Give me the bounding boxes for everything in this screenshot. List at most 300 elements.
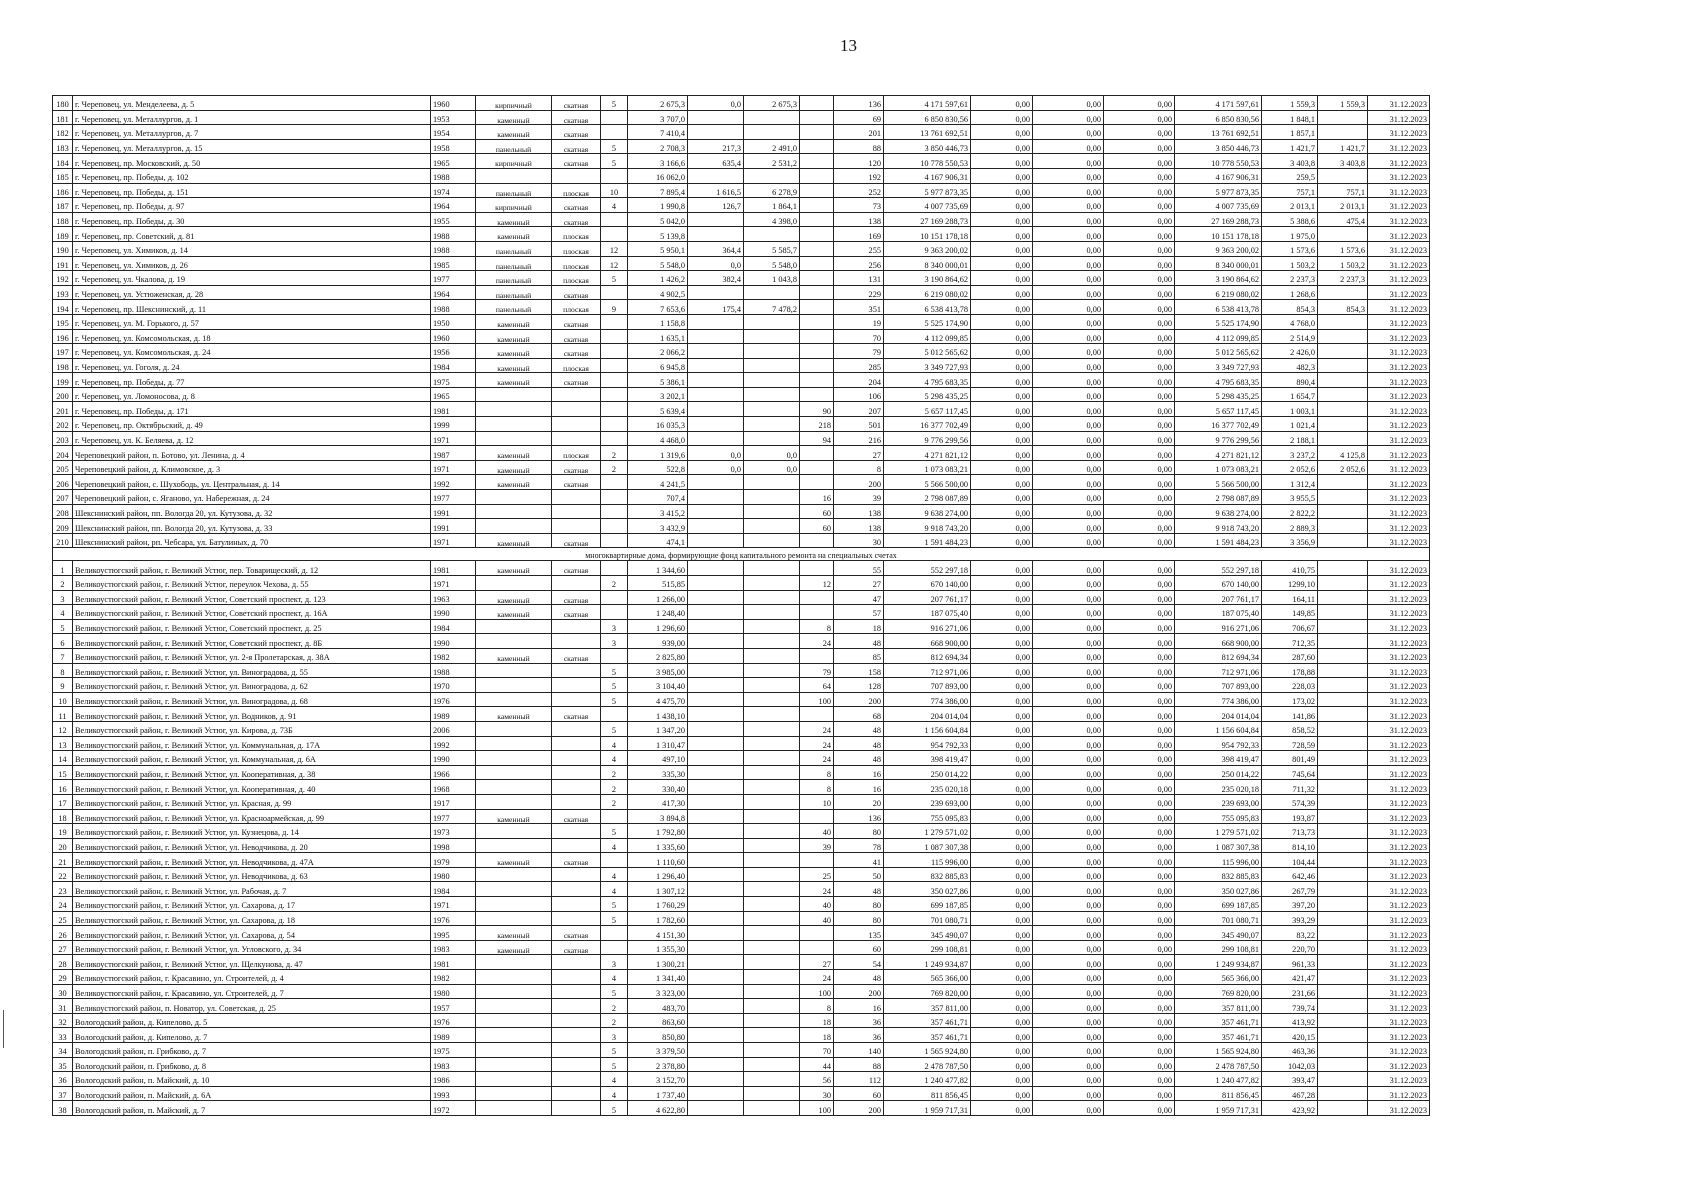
cost-regional-cell: 0,00 [1033,663,1104,678]
year-built-cell: 1972 [431,1101,476,1116]
table-row [53,590,1430,605]
cost-local-cell: 0,00 [1104,1043,1175,1058]
floors-cell [601,212,628,227]
year-built-cell: 1987 [431,446,476,461]
nonres-area-cell [688,867,744,882]
row-number-cell: 16 [53,780,73,795]
deadline-date-cell: 31.12.2023 [1368,634,1430,649]
cost-per-sqm-cell: 1 857,1 [1262,125,1318,140]
cost-limit-cell [1318,663,1368,678]
cost-owners-cell: 8 340 000,01 [1175,256,1262,271]
roof-type-cell: плоская [552,256,601,271]
row-number-cell: 192 [53,271,73,286]
total-area-cell: 3 432,9 [628,519,688,534]
year-built-cell: 1964 [431,198,476,213]
cost-regional-cell: 0,00 [1033,125,1104,140]
floors-cell [601,926,628,941]
cost-owners-cell: 187 075,40 [1175,605,1262,620]
total-area-cell: 1 355,30 [628,940,688,955]
floors-cell: 3 [601,955,628,970]
cost-regional-cell: 0,00 [1033,765,1104,780]
flats-cell [800,241,834,256]
res-area-cell [744,519,800,534]
roof-type-cell: плоская [552,358,601,373]
address-cell: Великоустюгский район, г. Великий Устюг, ул. Сахарова, д. 18 [73,911,431,926]
roof-type-cell: плоская [552,241,601,256]
cost-local-cell: 0,00 [1104,96,1175,111]
total-cost-cell: 9 776 299,56 [884,431,971,446]
row-number-cell: 1 [53,561,73,576]
flats-cell: 16 [800,490,834,505]
deadline-date-cell: 31.12.2023 [1368,736,1430,751]
residents-cell: 19 [834,314,884,329]
cost-limit-cell [1318,561,1368,576]
wall-material-cell [476,387,552,402]
table-row [53,1072,1430,1087]
floors-cell [601,168,628,183]
res-area-cell [744,605,800,620]
flats-cell [800,300,834,315]
row-number-cell: 20 [53,838,73,853]
residents-cell: 200 [834,984,884,999]
flats-cell [800,853,834,868]
residents-cell: 255 [834,241,884,256]
cost-federal-cell: 0,00 [971,183,1033,198]
cost-owners-cell: 239 693,00 [1175,794,1262,809]
nonres-area-cell [688,504,744,519]
cost-local-cell: 0,00 [1104,911,1175,926]
residents-cell: 48 [834,882,884,897]
address-cell: Великоустюгский район, г. Великий Устюг, ул. Неводчикова, д. 47А [73,853,431,868]
wall-material-cell: панельный [476,256,552,271]
deadline-date-cell: 31.12.2023 [1368,329,1430,344]
cost-owners-cell: 4 795 683,35 [1175,373,1262,388]
cost-per-sqm-cell: 858,52 [1262,721,1318,736]
roof-type-cell [552,504,601,519]
total-cost-cell: 701 080,71 [884,911,971,926]
flats-cell: 100 [800,1101,834,1116]
total-cost-cell: 6 538 413,78 [884,300,971,315]
cost-per-sqm-cell: 420,15 [1262,1028,1318,1043]
table-row [53,387,1430,402]
total-area-cell: 1 760,29 [628,897,688,912]
cost-per-sqm-cell: 1 312,4 [1262,475,1318,490]
flats-cell: 24 [800,721,834,736]
cost-local-cell: 0,00 [1104,300,1175,315]
deadline-date-cell: 31.12.2023 [1368,561,1430,576]
deadline-date-cell: 31.12.2023 [1368,882,1430,897]
cost-regional-cell: 0,00 [1033,344,1104,359]
cost-federal-cell: 0,00 [971,590,1033,605]
cost-limit-cell [1318,576,1368,591]
total-cost-cell: 4 271 821,12 [884,446,971,461]
cost-federal-cell: 0,00 [971,125,1033,140]
cost-per-sqm-cell: 5 388,6 [1262,212,1318,227]
cost-local-cell: 0,00 [1104,212,1175,227]
residents-cell: 80 [834,911,884,926]
table-row [53,519,1430,534]
cost-local-cell: 0,00 [1104,867,1175,882]
residents-cell: 158 [834,663,884,678]
cost-regional-cell: 0,00 [1033,1072,1104,1087]
address-cell: Вологодский район, п. Майский, д. 10 [73,1072,431,1087]
nonres-area-cell [688,897,744,912]
floors-cell [601,329,628,344]
nonres-area-cell [688,619,744,634]
table-row [53,402,1430,417]
total-cost-cell: 16 377 702,49 [884,417,971,432]
cost-regional-cell: 0,00 [1033,417,1104,432]
flats-cell [800,110,834,125]
cost-local-cell: 0,00 [1104,1101,1175,1116]
year-built-cell: 1989 [431,1028,476,1043]
roof-type-cell [552,999,601,1014]
cost-per-sqm-cell: 2 052,6 [1262,460,1318,475]
row-number-cell: 186 [53,183,73,198]
wall-material-cell: каменный [476,561,552,576]
cost-local-cell: 0,00 [1104,678,1175,693]
cost-owners-cell: 204 014,04 [1175,707,1262,722]
address-cell: Великоустюгский район, г. Великий Устюг, ул. Щелкунова, д. 47 [73,955,431,970]
res-area-cell: 1 043,8 [744,271,800,286]
total-area-cell: 4 241,5 [628,475,688,490]
cost-limit-cell [1318,999,1368,1014]
address-cell: Череповецкий район, п. Ботово, ул. Ленина, д. 4 [73,446,431,461]
address-cell: Великоустюгский район, г. Великий Устюг, переулок Чехова, д. 55 [73,576,431,591]
year-built-cell: 1981 [431,561,476,576]
deadline-date-cell: 31.12.2023 [1368,387,1430,402]
total-area-cell: 5 548,0 [628,256,688,271]
roof-type-cell: скатная [552,533,601,548]
total-cost-cell: 769 820,00 [884,984,971,999]
cost-regional-cell: 0,00 [1033,838,1104,853]
floors-cell: 5 [601,1101,628,1116]
residents-cell: 131 [834,271,884,286]
year-built-cell: 1986 [431,1072,476,1087]
address-cell: г. Череповец, пр. Шекснинский, д. 11 [73,300,431,315]
cost-local-cell: 0,00 [1104,619,1175,634]
res-area-cell [744,576,800,591]
residents-cell: 27 [834,446,884,461]
cost-limit-cell [1318,838,1368,853]
address-cell: Великоустюгский район, г. Великий Устюг, ул. Кооперативная, д. 40 [73,780,431,795]
table-row [53,721,1430,736]
nonres-area-cell [688,125,744,140]
res-area-cell [744,692,800,707]
cost-regional-cell: 0,00 [1033,648,1104,663]
flats-cell [800,373,834,388]
res-area-cell [744,751,800,766]
cost-regional-cell: 0,00 [1033,576,1104,591]
res-area-cell: 0,0 [744,446,800,461]
table-row [53,692,1430,707]
wall-material-cell [476,867,552,882]
nonres-area-cell [688,911,744,926]
deadline-date-cell: 31.12.2023 [1368,1086,1430,1101]
cost-local-cell: 0,00 [1104,663,1175,678]
roof-type-cell [552,721,601,736]
row-number-cell: 180 [53,96,73,111]
table-row [53,824,1430,839]
cost-per-sqm-cell: 423,92 [1262,1101,1318,1116]
cost-federal-cell: 0,00 [971,780,1033,795]
flats-cell [800,329,834,344]
total-cost-cell: 1 073 083,21 [884,460,971,475]
total-cost-cell: 1 249 934,87 [884,955,971,970]
address-cell: г. Череповец, ул. К. Беляева, д. 12 [73,431,431,446]
cost-owners-cell: 6 219 080,02 [1175,285,1262,300]
wall-material-cell [476,970,552,985]
floors-cell [601,490,628,505]
residents-cell: 85 [834,648,884,663]
cost-limit-cell [1318,110,1368,125]
cost-per-sqm-cell: 1299,10 [1262,576,1318,591]
year-built-cell: 1976 [431,911,476,926]
table-row [53,1028,1430,1043]
cost-local-cell: 0,00 [1104,984,1175,999]
total-cost-cell: 4 171 597,61 [884,96,971,111]
flats-cell [800,125,834,140]
total-area-cell: 335,30 [628,765,688,780]
total-cost-cell: 5 977 873,35 [884,183,971,198]
deadline-date-cell: 31.12.2023 [1368,183,1430,198]
roof-type-cell: скатная [552,940,601,955]
deadline-date-cell: 31.12.2023 [1368,648,1430,663]
table-row [53,373,1430,388]
total-cost-cell: 299 108,81 [884,940,971,955]
address-cell: Великоустюгский район, г. Великий Устюг, Советский проспект, д. 25 [73,619,431,634]
row-number-cell: 11 [53,707,73,722]
floors-cell: 5 [601,271,628,286]
nonres-area-cell [688,576,744,591]
flats-cell: 60 [800,504,834,519]
cost-federal-cell: 0,00 [971,751,1033,766]
res-area-cell [744,373,800,388]
total-cost-cell: 812 694,34 [884,648,971,663]
row-number-cell: 194 [53,300,73,315]
deadline-date-cell: 31.12.2023 [1368,446,1430,461]
floors-cell: 4 [601,751,628,766]
wall-material-cell [476,955,552,970]
table-row [53,431,1430,446]
res-area-cell [744,314,800,329]
cost-per-sqm-cell: 1 975,0 [1262,227,1318,242]
res-area-cell [744,125,800,140]
cost-local-cell: 0,00 [1104,256,1175,271]
res-area-cell [744,561,800,576]
cost-per-sqm-cell: 141,86 [1262,707,1318,722]
rows-special-accounts [53,561,1430,1116]
cost-federal-cell: 0,00 [971,139,1033,154]
roof-type-cell [552,1013,601,1028]
wall-material-cell: каменный [476,329,552,344]
total-cost-cell: 1 959 717,31 [884,1101,971,1116]
flats-cell: 8 [800,999,834,1014]
flats-cell: 40 [800,897,834,912]
residents-cell: 80 [834,824,884,839]
cost-owners-cell: 4 171 597,61 [1175,96,1262,111]
cost-limit-cell [1318,227,1368,242]
cost-limit-cell [1318,692,1368,707]
total-area-cell: 3 104,40 [628,678,688,693]
total-cost-cell: 27 169 288,73 [884,212,971,227]
cost-local-cell: 0,00 [1104,970,1175,985]
total-area-cell: 6 945,8 [628,358,688,373]
cost-local-cell: 0,00 [1104,125,1175,140]
total-area-cell: 5 139,8 [628,227,688,242]
cost-owners-cell: 27 169 288,73 [1175,212,1262,227]
cost-owners-cell: 235 020,18 [1175,780,1262,795]
floors-cell [601,809,628,824]
address-cell: Череповецкий район, д. Климовское, д. 3 [73,460,431,475]
floors-cell [601,125,628,140]
wall-material-cell: панельный [476,271,552,286]
cost-federal-cell: 0,00 [971,1013,1033,1028]
res-area-cell [744,721,800,736]
deadline-date-cell: 31.12.2023 [1368,460,1430,475]
cost-limit-cell [1318,765,1368,780]
nonres-area-cell [688,736,744,751]
total-area-cell: 3 985,00 [628,663,688,678]
cost-owners-cell: 115 996,00 [1175,853,1262,868]
cost-local-cell: 0,00 [1104,446,1175,461]
address-cell: г. Череповец, пр. Победы, д. 171 [73,402,431,417]
res-area-cell [744,780,800,795]
deadline-date-cell: 31.12.2023 [1368,605,1430,620]
deadline-date-cell: 31.12.2023 [1368,707,1430,722]
table-row [53,940,1430,955]
cost-local-cell: 0,00 [1104,721,1175,736]
year-built-cell: 1988 [431,300,476,315]
cost-per-sqm-cell: 1 021,4 [1262,417,1318,432]
nonres-area-cell: 0,0 [688,96,744,111]
cost-limit-cell [1318,168,1368,183]
total-cost-cell: 5 566 500,00 [884,475,971,490]
total-area-cell: 522,8 [628,460,688,475]
row-number-cell: 36 [53,1072,73,1087]
residents-cell: 47 [834,590,884,605]
roof-type-cell [552,970,601,985]
total-area-cell: 1 341,40 [628,970,688,985]
residents-cell: 41 [834,853,884,868]
row-number-cell: 206 [53,475,73,490]
residents-cell: 88 [834,1057,884,1072]
year-built-cell: 1990 [431,751,476,766]
flats-cell: 90 [800,402,834,417]
table-row [53,285,1430,300]
cost-per-sqm-cell: 220,70 [1262,940,1318,955]
cost-limit-cell [1318,721,1368,736]
floors-cell: 3 [601,1028,628,1043]
cost-per-sqm-cell: 2 889,3 [1262,519,1318,534]
roof-type-cell: скатная [552,212,601,227]
deadline-date-cell: 31.12.2023 [1368,212,1430,227]
table-row [53,168,1430,183]
deadline-date-cell: 31.12.2023 [1368,765,1430,780]
cost-owners-cell: 5 977 873,35 [1175,183,1262,198]
address-cell: Великоустюгский район, г. Великий Устюг, ул. Кузнецова, д. 14 [73,824,431,839]
res-area-cell [744,999,800,1014]
wall-material-cell: каменный [476,533,552,548]
row-number-cell: 195 [53,314,73,329]
row-number-cell: 3 [53,590,73,605]
flats-cell [800,344,834,359]
address-cell: Великоустюгский район, г. Великий Устюг, ул. Виноградова, д. 68 [73,692,431,707]
deadline-date-cell: 31.12.2023 [1368,358,1430,373]
table-row [53,417,1430,432]
row-number-cell: 17 [53,794,73,809]
flats-cell: 64 [800,678,834,693]
cost-regional-cell: 0,00 [1033,139,1104,154]
residents-cell: 192 [834,168,884,183]
row-number-cell: 210 [53,533,73,548]
year-built-cell: 1991 [431,519,476,534]
floors-cell: 9 [601,300,628,315]
cost-limit-cell [1318,1043,1368,1058]
residents-cell: 55 [834,561,884,576]
cost-local-cell: 0,00 [1104,736,1175,751]
res-area-cell [744,809,800,824]
flats-cell: 25 [800,867,834,882]
total-area-cell: 5 042,0 [628,212,688,227]
total-area-cell: 330,40 [628,780,688,795]
row-number-cell: 9 [53,678,73,693]
address-cell: Великоустюгский район, г. Великий Устюг, ул. Коммунальная, д. 6А [73,751,431,766]
cost-limit-cell [1318,605,1368,620]
nonres-area-cell [688,490,744,505]
table-row [53,110,1430,125]
residents-cell: 256 [834,256,884,271]
cost-per-sqm-cell: 3 237,2 [1262,446,1318,461]
row-number-cell: 18 [53,809,73,824]
cost-regional-cell: 0,00 [1033,241,1104,256]
nonres-area-cell [688,648,744,663]
deadline-date-cell: 31.12.2023 [1368,402,1430,417]
deadline-date-cell: 31.12.2023 [1368,110,1430,125]
cost-limit-cell [1318,794,1368,809]
cost-limit-cell [1318,590,1368,605]
table-row [53,561,1430,576]
row-number-cell: 185 [53,168,73,183]
cost-owners-cell: 13 761 692,51 [1175,125,1262,140]
wall-material-cell [476,168,552,183]
res-area-cell: 5 585,7 [744,241,800,256]
cost-limit-cell: 757,1 [1318,183,1368,198]
residents-cell: 136 [834,809,884,824]
nonres-area-cell [688,387,744,402]
cost-owners-cell: 916 271,06 [1175,619,1262,634]
cost-federal-cell: 0,00 [971,634,1033,649]
floors-cell [601,285,628,300]
cost-owners-cell: 357 461,71 [1175,1028,1262,1043]
roof-type-cell [552,897,601,912]
floors-cell: 4 [601,736,628,751]
total-area-cell: 417,30 [628,794,688,809]
year-built-cell: 1980 [431,984,476,999]
res-area-cell [744,707,800,722]
address-cell: Череповецкий район, с. Шухободь, ул. Центральная, д. 14 [73,475,431,490]
flats-cell [800,940,834,955]
cost-federal-cell: 0,00 [971,619,1033,634]
cost-federal-cell: 0,00 [971,824,1033,839]
cost-regional-cell: 0,00 [1033,634,1104,649]
address-cell: Вологодский район, п. Грибково, д. 8 [73,1057,431,1072]
table-row [53,605,1430,620]
floors-cell [601,940,628,955]
address-cell: г. Череповец, ул. Гоголя, д. 24 [73,358,431,373]
cost-federal-cell: 0,00 [971,838,1033,853]
table-row [53,648,1430,663]
